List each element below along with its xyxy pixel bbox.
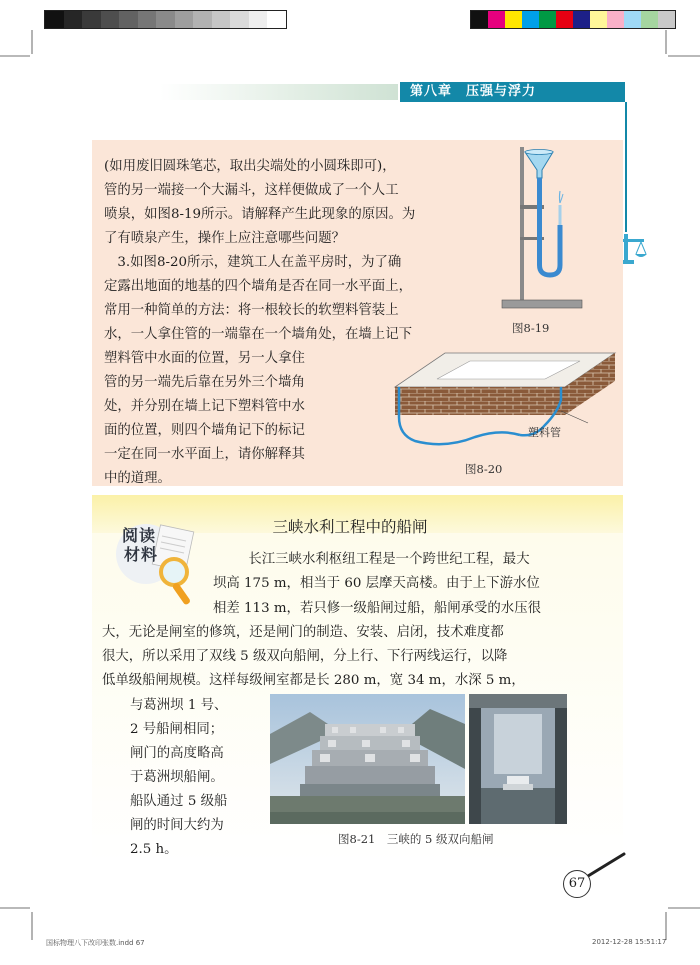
footer-timestamp: 2012-12-28 15:51:17 (592, 938, 667, 946)
text-line: 相差 113 m，若只修一级船闸过船，船闸承受的水压很 (213, 601, 541, 616)
reading-title: 三峡水利工程中的船闸 (272, 518, 428, 536)
text-line: 2 号船闸相同； (130, 722, 224, 737)
text-line: 水，一人拿住管的一端靠在一个墙角处，在墙上记下 (104, 327, 412, 342)
text-line: 管的另一端先后靠在另外三个墙角 (104, 375, 305, 390)
header-fade-band (160, 84, 398, 100)
text-line: 于葛洲坝船闸。 (130, 770, 224, 785)
text-line: 喷泉，如图8-19所示。请解释产生此现象的原因。为 (104, 207, 416, 222)
figure-8-19-caption: 图8-19 (512, 321, 550, 335)
text-line: 长江三峡水利枢纽工程是一个跨世纪工程，最大 (235, 552, 530, 567)
text-line: 2.5 h。 (130, 842, 178, 857)
text-line: 面的位置，则四个墙角记下的标记 (104, 423, 305, 438)
badge-line-2: 材料 (124, 545, 159, 564)
figure-8-20-foundation (385, 345, 620, 460)
text-line: 3.如图8-20所示，建筑工人在盖平房时，为了确 (104, 255, 402, 270)
text-line: 与葛洲坝 1 号、 (130, 698, 228, 713)
header-vertical-line (625, 102, 627, 232)
badge-line-1: 阅读 (122, 526, 157, 545)
figure-8-20-tube-label: 塑料管 (528, 426, 561, 439)
pen-icon (584, 850, 628, 880)
text-line: 常用一种简单的方法：将一根较长的软塑料管装上 (104, 303, 399, 318)
text-line: 处，并分别在墙上记下塑料管中水 (104, 399, 305, 414)
text-line: 大，无论是闸室的修筑，还是闸门的制造、安装、启闭，技术难度都 (102, 625, 504, 640)
text-line: 船队通过 5 级船 (130, 794, 228, 809)
text-line: (如用废旧圆珠笔芯，取出尖端处的小圆珠即可)， (104, 159, 396, 174)
figure-8-19-fountain (490, 145, 595, 325)
text-line: 塑料管中水面的位置，另一人拿住 (104, 351, 305, 366)
text-line: 坝高 175 m，相当于 60 层摩天高楼。由于上下游水位 (213, 576, 540, 591)
ship-lock-photo-left (270, 694, 465, 824)
text-line: 一定在同一水平面上，请你解释其 (104, 447, 305, 462)
chapter-header: 第八章 压强与浮力 (400, 82, 625, 102)
text-line: 低单级船闸规模。这样每级闸室都是长 280 m，宽 34 m，水深 5 m， (102, 673, 525, 688)
text-line: 了有喷泉产生，操作上应注意哪些问题？ (104, 231, 346, 246)
page-number: 67 (563, 870, 591, 898)
text-line: 很大，所以采用了双线 5 级双向船闸，分上行、下行两线运行，以降 (102, 649, 508, 664)
text-line: 定露出地面的地基的四个墙角是否在同一水平面上， (104, 279, 412, 294)
figure-8-20-caption: 图8-20 (465, 462, 503, 476)
text-line: 中的道理。 (104, 471, 171, 486)
ship-lock-photo-right (469, 694, 567, 824)
text-line: 闸门的高度略高 (130, 746, 224, 761)
text-line: 管的另一端接一个大漏斗，这样便做成了一个人工 (104, 183, 399, 198)
text-line: 闸的时间大约为 (130, 818, 224, 833)
footer-file-info: 国标物理八下改印张数.indd 67 (46, 939, 145, 947)
figure-8-21-caption: 图8-21 三峡的 5 级双向船闸 (338, 832, 494, 846)
